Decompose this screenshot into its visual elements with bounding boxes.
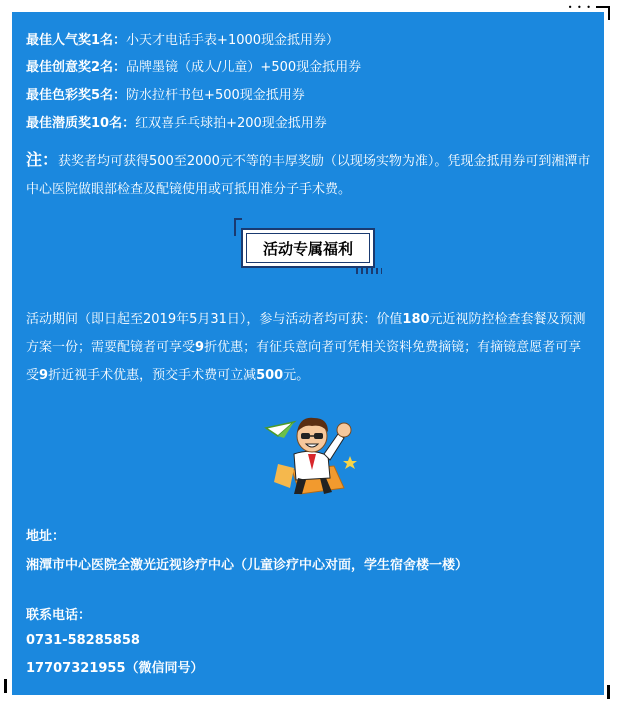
corner-bracket-bottom-right	[607, 685, 610, 699]
phone-label: 联系电话：	[26, 608, 92, 623]
prize-item: 小天才电话手表+1000现金抵用券）	[126, 33, 340, 48]
address-value: 湘潭市中心医院全激光近视诊疗中心（儿童诊疗中心对面，学生宿舍楼一楼）	[26, 558, 469, 573]
prize-award: 最佳创意奖2名：	[26, 60, 127, 75]
corner-bracket-bottom-left	[4, 679, 7, 693]
note-paragraph	[26, 146, 592, 204]
section-title: 活动专属福利	[246, 233, 370, 263]
prize-award: 最佳人气奖1名：	[26, 33, 127, 48]
phone-number-2[interactable]: 17707321955（微信同号）	[26, 661, 204, 676]
activity-highlight: 9	[195, 340, 205, 355]
section-title-frame	[234, 218, 384, 274]
phone-number-1[interactable]: 0731-58285858	[26, 633, 140, 648]
mascot-illustration	[264, 408, 360, 500]
activity-text: 元。	[283, 368, 310, 383]
prize-award: 最佳色彩奖5名：	[26, 88, 127, 103]
activity-highlight: 180	[402, 312, 430, 327]
activity-text: 元近视防控检查套餐及预测方案一份；需要配镜者可享受	[26, 312, 586, 355]
note-label: 注：	[26, 150, 59, 169]
prize-line-2	[26, 59, 361, 77]
prize-item: 防水拉杆书包+500现金抵用券	[126, 88, 305, 103]
prize-item: 品牌墨镜（成人/儿童）+500现金抵用券	[126, 60, 362, 75]
note-text: 获奖者均可获得500至2000元不等的丰厚奖励（以现场实物为准）。凭现金抵用券可到湘潭市中心医院做眼部检查及配镜使用或可抵用准分子手术费。	[26, 154, 591, 197]
prize-line-4	[26, 115, 327, 133]
section-title-box	[241, 228, 375, 268]
activity-highlight: 500	[256, 368, 284, 383]
prize-item: 红双喜乒乓球拍+200现金抵用券	[135, 116, 327, 131]
prize-line-3	[26, 87, 305, 105]
prize-award: 最佳潜质奖10名：	[26, 116, 136, 131]
activity-text: 折优惠；有征兵意向者可凭相关资料免费摘镜；有摘镜意愿者可享受	[26, 340, 582, 383]
title-stripes	[356, 268, 382, 274]
activity-text: 折近视手术优惠，预交手术费可立减	[48, 368, 257, 383]
content-panel	[12, 12, 604, 695]
prize-line-1	[26, 32, 339, 50]
address-label: 地址：	[26, 529, 66, 544]
decorative-dots: • • •	[567, 3, 592, 12]
activity-text: 活动期间（即日起至2019年5月31日），参与活动者均可获：价值	[26, 312, 403, 327]
activity-paragraph	[26, 306, 592, 390]
activity-highlight: 9	[39, 368, 49, 383]
